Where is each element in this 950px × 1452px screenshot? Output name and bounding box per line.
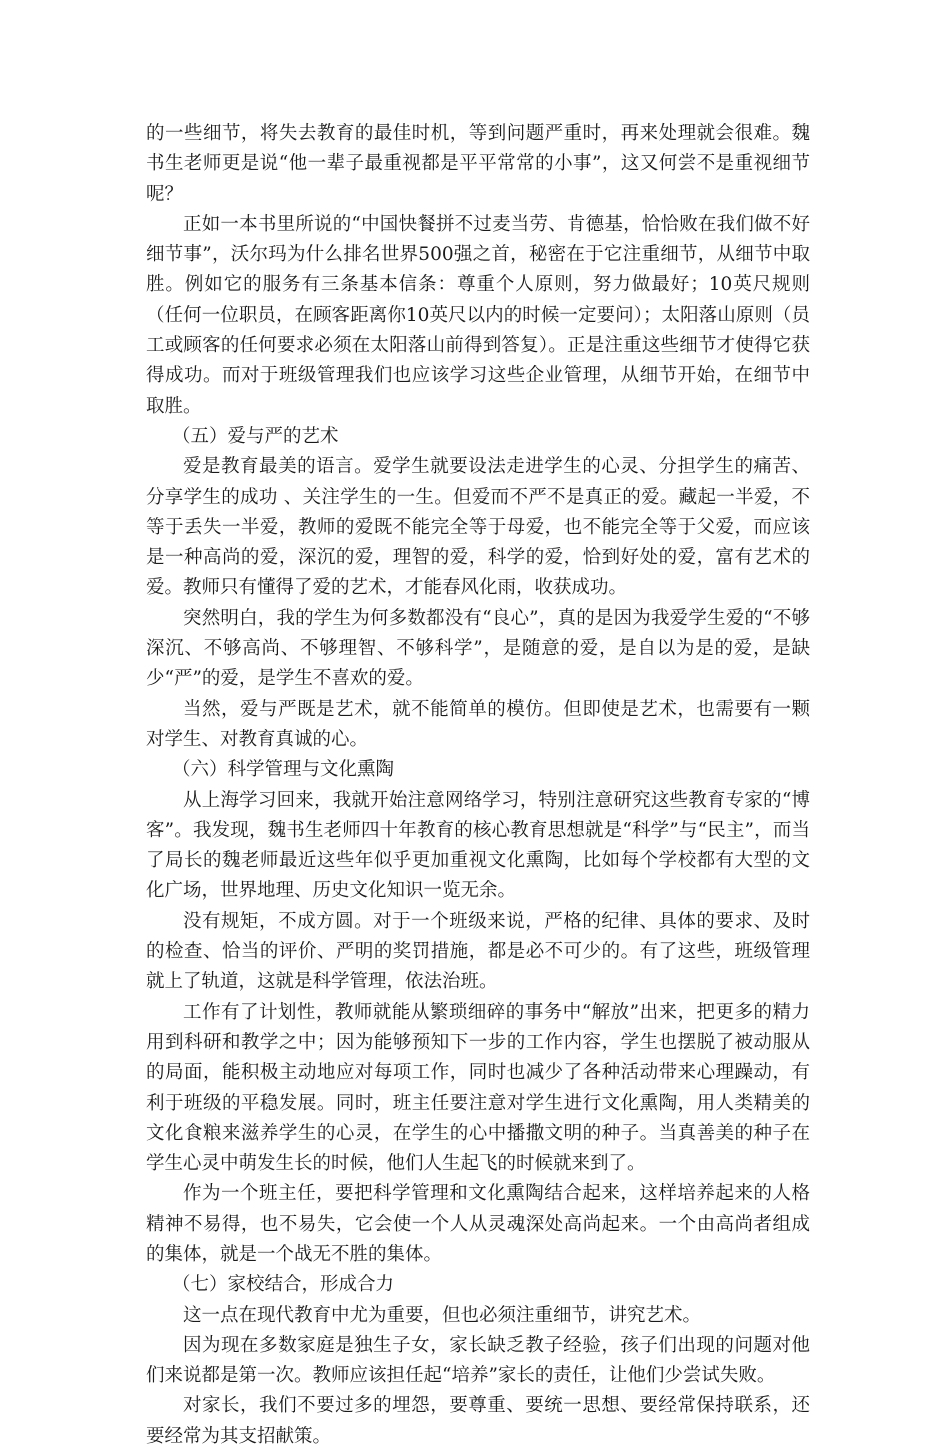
section-heading: （六）科学管理与文化熏陶 [172, 759, 395, 781]
section-heading: （七）家校结合，形成合力 [172, 1274, 395, 1296]
paragraph: 的一些细节，将失去教育的最佳时机，等到问题严重时，再来处理就会很难。魏书生老师更是说“他一辈子最重视都是平平常常的小事”，这又何尝不是重视细节呢？ [146, 123, 810, 205]
paragraph: 正如一本书里所说的“中国快餐拼不过麦当劳、肯德基，恰恰败在我们做不好细节事”，沃尔玛为什么排名世界500强之首，秘密在于它注重细节，从细节中取胜。例如它的服务有三条基本信条：尊重个人原则，努力做最好；10英尺规则（任何一位职员，在顾客距离你10英尺以内的时候一定要问）；太阳落山原则（员工或顾客的任何要求必须在太阳落山前得到答复）。正是注重这些细节才使得它获得成功。而对于班级管理我们也应该学习这些企业管理，从细节开始，在细节中取胜。 [146, 213, 810, 417]
paragraph: 对家长，我们不要过多的埋怨，要尊重、要统一思想、要经常保持联系，还要经常为其支招献策。 [146, 1395, 810, 1447]
paragraph: 爱是教育最美的语言。爱学生就要设法走进学生的心灵、分担学生的痛苦、分享学生的成功 、关注学生的一生。但爱而不严不是真正的爱。藏起一半爱，不等于丢失一半爱，教师的爱既不能完全等于母爱，也不能完全等于父爱，而应该是一种高尚的爱，深沉的爱，理智的爱，科学的爱，恰到好处的爱，富有艺术的爱。教师只有懂得了爱的艺术，才能春风化雨，收获成功。 [146, 456, 810, 599]
paragraph: 这一点在现代教育中尤为重要，但也必须注重细节，讲究艺术。 [183, 1304, 702, 1326]
document-body [146, 119, 810, 1452]
paragraph: 从上海学习回来，我就开始注意网络学习，特别注意研究这些教育专家的“博客”。我发现，魏书生老师四十年教育的核心教育思想就是“科学”与“民主”，而当了局长的魏老师最近这些年似乎更加重视文化熏陶，比如每个学校都有大型的文化广场，世界地理、历史文化知识一览无余。 [146, 789, 810, 902]
paragraph: 工作有了计划性，教师就能从繁琐细碎的事务中“解放”出来，把更多的精力用到科研和教学之中；因为能够预知下一步的工作内容，学生也摆脱了被动服从的局面，能积极主动地应对每项工作，同时也减少了各种活动带来心理躁动，有利于班级的平稳发展。同时，班主任要注意对学生进行文化熏陶，用人类精美的文化食粮来滋养学生的心灵，在学生的心中播撒文明的种子。当真善美的种子在学生心灵中萌发生长的时候，他们人生起飞的时候就来到了。 [146, 1001, 810, 1175]
paragraph: 作为一个班主任，要把科学管理和文化熏陶结合起来，这样培养起来的人格精神不易得，也不易失，它会使一个人从灵魂深处高尚起来。一个由高尚者组成的集体，就是一个战无不胜的集体。 [146, 1183, 810, 1265]
paragraph: 没有规矩，不成方圆。对于一个班级来说，严格的纪律、具体的要求、及时的检查、恰当的评价、严明的奖罚措施，都是必不可少的。有了这些，班级管理就上了轨道，这就是科学管理，依法治班。 [146, 910, 810, 993]
paragraph: 因为现在多数家庭是独生子女，家长缺乏教子经验，孩子们出现的问题对他们来说都是第一次。教师应该担任起“培养”家长的责任，让他们少尝试失败。 [146, 1334, 810, 1387]
section-heading: （五）爱与严的艺术 [172, 425, 339, 447]
paragraph: 当然，爱与严既是艺术，就不能简单的模仿。但即使是艺术，也需要有一颗对学生、对教育真诚的心。 [146, 698, 810, 750]
paragraph: 突然明白，我的学生为何多数都没有“良心”，真的是因为我爱学生爱的“不够深沉、不够高尚、不够理智、不够科学”，是随意的爱，是自以为是的爱，是缺少“严”的爱，是学生不喜欢的爱。 [146, 607, 810, 690]
